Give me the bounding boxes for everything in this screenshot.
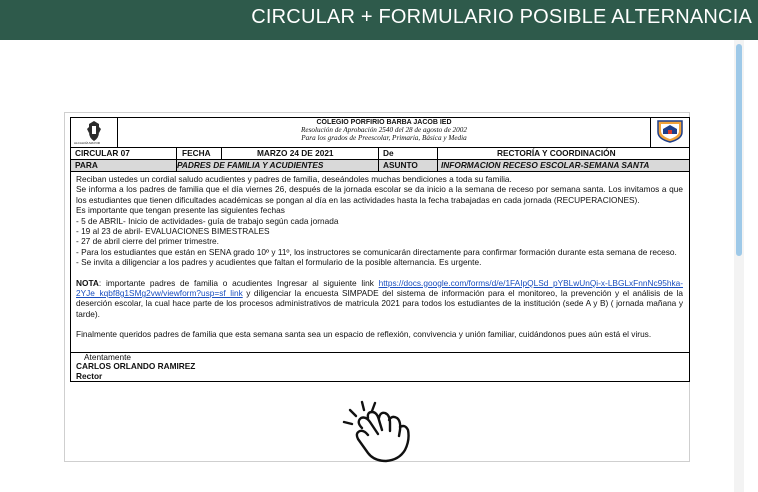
nota-intro: : importante padres de familia o acudientes Ingresar al siguiente link xyxy=(98,277,379,288)
scrollbar-thumb[interactable] xyxy=(736,44,742,256)
circular-number: CIRCULAR 07 xyxy=(75,148,130,158)
crest-icon xyxy=(87,120,101,142)
shield-icon xyxy=(655,119,685,143)
signature-block xyxy=(71,353,689,383)
grades-line: Para los grados de Preescolar, Primaria, Básica y Media xyxy=(301,133,467,142)
de-label: De xyxy=(383,148,394,158)
asunto-label: ASUNTO xyxy=(383,160,418,170)
regards: Atentamente xyxy=(84,351,132,362)
page-banner xyxy=(0,0,758,40)
nota-label: NOTA xyxy=(76,277,99,288)
fecha-label: FECHA xyxy=(182,148,211,158)
circular-document xyxy=(70,117,690,382)
para-value: PADRES DE FAMILIA Y ACUDIENTES xyxy=(177,160,324,170)
crest-caption: ALCALDÍA MAYOR xyxy=(74,141,100,145)
asunto-value: INFORMACION RECESO ESCOLAR-SEMANA SANTA xyxy=(441,160,650,170)
resolution-line: Resolución de Aprobación 2540 del 28 de agosto de 2002 xyxy=(301,126,467,134)
closing-paragraph: Finalmente queridos padres de familia que esta semana santa sea un espacio de reflexión, convivencia y unión familiar, cuidándonos pues aún está el virus. xyxy=(76,329,652,340)
para-label: PARA xyxy=(75,160,98,170)
fecha-value: MARZO 24 DE 2021 xyxy=(257,148,334,158)
greeting: Reciban ustedes un cordial saludo acudientes y padres de familia, deseándoles muchas bendiciones a toda su familia. xyxy=(76,174,512,184)
paragraph-fechas: Es importante que tengan presente las siguientes fechas xyxy=(76,205,285,216)
document-header xyxy=(71,118,689,148)
signer-role: Rector xyxy=(76,370,103,381)
letter-body xyxy=(71,172,689,353)
nota-paragraph xyxy=(76,278,683,320)
list-item: - 27 de abril cierre del primer trimestre. xyxy=(76,236,219,247)
nota-detail: y diligenciar la encuesta SIMPADE del sistema de información para el monitoreo, la prevención y el análisis de la deserción escolar, la cual hace parte de los procesos administrativos de matricula 2021 para todos los estudiantes de la institución (sede A y B) ( jornada mañana y tarde). xyxy=(76,288,683,319)
pointing-hand-icon xyxy=(342,398,420,464)
school-name: COLEGIO PORFIRIO BARBA JACOB IED xyxy=(316,119,452,126)
paragraph-receso: Se informa a los padres de familia que el día viernes 26, después de la jornada escolar se da inicio a la semana de receso por semana santa. Los invitamos a que los estudiantes que tienen dificultades académicas se pongan al día en las actividades hasta la fecha trabajadas en cada jornada (RECUPERACIONES). xyxy=(76,184,683,205)
meta-row-circular xyxy=(71,148,689,160)
survey-link[interactable]: https://docs.google.com/forms/d/e/1FAIpQLSd_pYBLwUnQi-x-LBGLxFnnNc95hka-2YJe_kqbf8g1SMg2vw/viewform?usp=sf_link xyxy=(76,277,683,299)
list-item: - Se invita a diligenciar a los padres y acudientes que faltan el formulario de la posible alternancia. Es urgente. xyxy=(76,257,482,268)
list-item: - Para los estudiantes que están en SENA grado 10º y 11º, los instructores se comunicarán directamente para confirmar formación durante esta semana de receso. xyxy=(76,246,677,257)
list-item: - 5 de ABRIL- Inicio de actividades- guía de trabajo según cada jornada xyxy=(76,215,339,226)
list-item: - 19 al 23 de abril- EVALUACIONES BIMESTRALES xyxy=(76,226,270,237)
meta-row-para xyxy=(71,160,689,172)
banner-title: CIRCULAR + FORMULARIO POSIBLE ALTERNANCIA xyxy=(251,6,752,28)
school-heading xyxy=(118,119,650,142)
signer-name: CARLOS ORLANDO RAMIREZ xyxy=(76,361,196,372)
de-value: RECTORÍA Y COORDINACIÓN xyxy=(497,148,616,158)
